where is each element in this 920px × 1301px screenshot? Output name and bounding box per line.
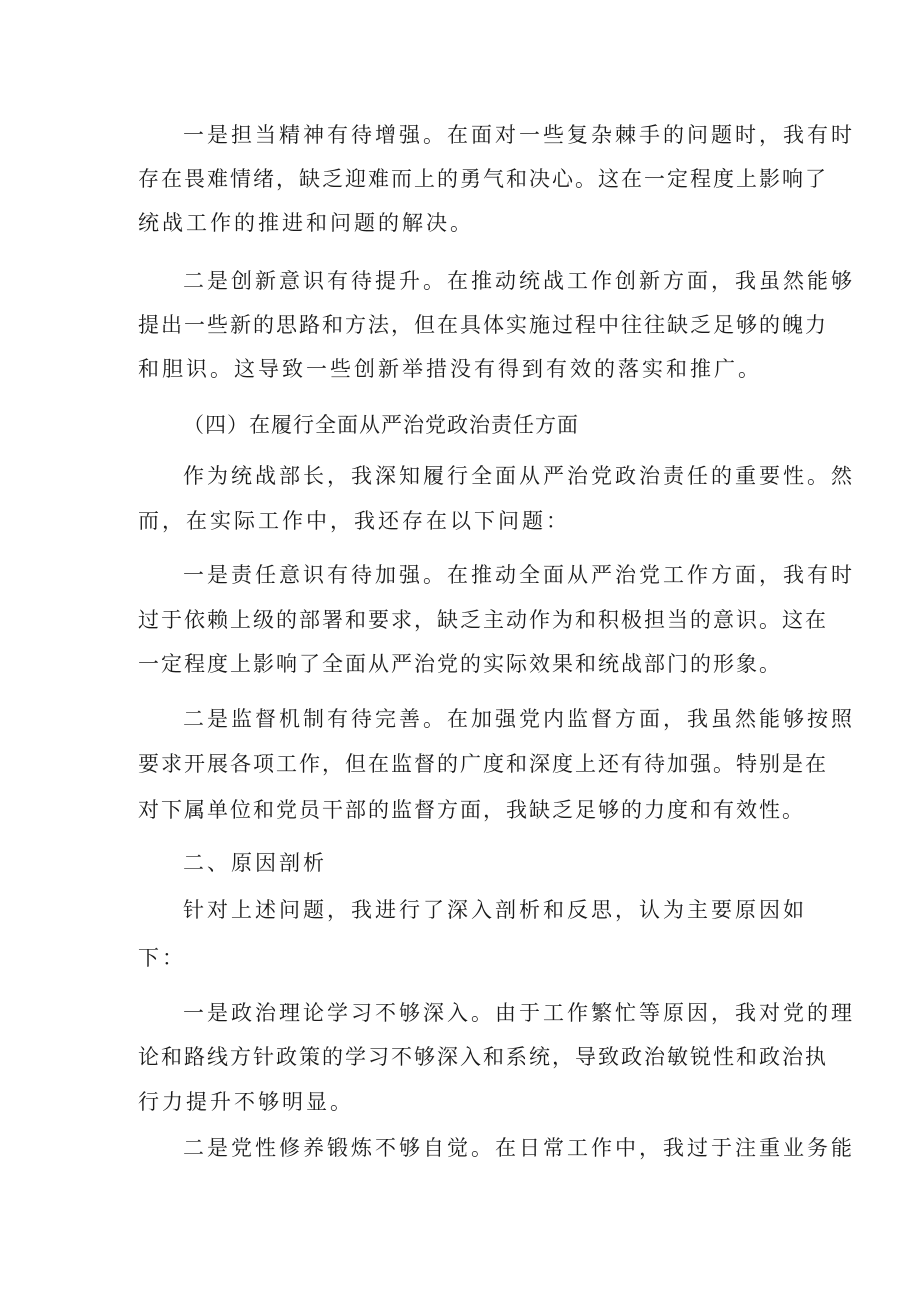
paragraph-8-line-2: 下：	[138, 946, 186, 970]
section-heading-4: （四）在履行全面从严治党政治责任方面	[183, 413, 579, 437]
paragraph-5-line-1: 一是责任意识有待加强。在推动全面从严治党工作方面，我有时	[183, 563, 855, 587]
paragraph-4-line-1: 作为统战部长，我深知履行全面从严治党政治责任的重要性。然	[183, 464, 855, 488]
paragraph-1-line-2: 存在畏难情绪，缺乏迎难而上的勇气和决心。这在一定程度上影响了	[138, 167, 828, 191]
paragraph-2-line-1: 二是创新意识有待提升。在推动统战工作创新方面，我虽然能够	[183, 269, 855, 293]
paragraph-6-line-2: 要求开展各项工作，但在监督的广度和深度上还有待加强。特别是在	[138, 752, 828, 776]
paragraph-1-line-3: 统战工作的推进和问题的解决。	[138, 211, 474, 235]
paragraph-5-line-3: 一定程度上影响了全面从严治党的实际效果和统战部门的形象。	[138, 652, 782, 676]
paragraph-2-line-2: 提出一些新的思路和方法，但在具体实施过程中往往缺乏足够的魄力	[138, 313, 828, 337]
paragraph-10-line-1: 二是党性修养锻炼不够自觉。在日常工作中，我过于注重业务能	[183, 1136, 855, 1160]
paragraph-1-line-1: 一是担当精神有待增强。在面对一些复杂棘手的问题时，我有时	[183, 123, 855, 147]
paragraph-2-line-3: 和胆识。这导致一些创新举措没有得到有效的落实和推广。	[138, 357, 762, 381]
paragraph-6-line-3: 对下属单位和党员干部的监督方面，我缺乏足够的力度和有效性。	[138, 798, 805, 822]
paragraph-6-line-1: 二是监督机制有待完善。在加强党内监督方面，我虽然能够按照	[183, 707, 855, 731]
paragraph-9-line-3: 行力提升不够明显。	[138, 1090, 354, 1114]
paragraph-4-line-2: 而，在实际工作中，我还存在以下问题：	[138, 509, 570, 533]
paragraph-8-line-1: 针对上述问题，我进行了深入剖析和反思，认为主要原因如	[183, 898, 807, 922]
paragraph-9-line-2: 论和路线方针政策的学习不够深入和系统，导致政治敏锐性和政治执	[138, 1045, 828, 1069]
section-heading-cause-analysis: 二、原因剖析	[183, 851, 327, 875]
paragraph-5-line-2: 过于依赖上级的部署和要求，缺乏主动作为和积极担当的意识。这在	[138, 608, 828, 632]
paragraph-9-line-1: 一是政治理论学习不够深入。由于工作繁忙等原因，我对党的理	[183, 1001, 855, 1025]
